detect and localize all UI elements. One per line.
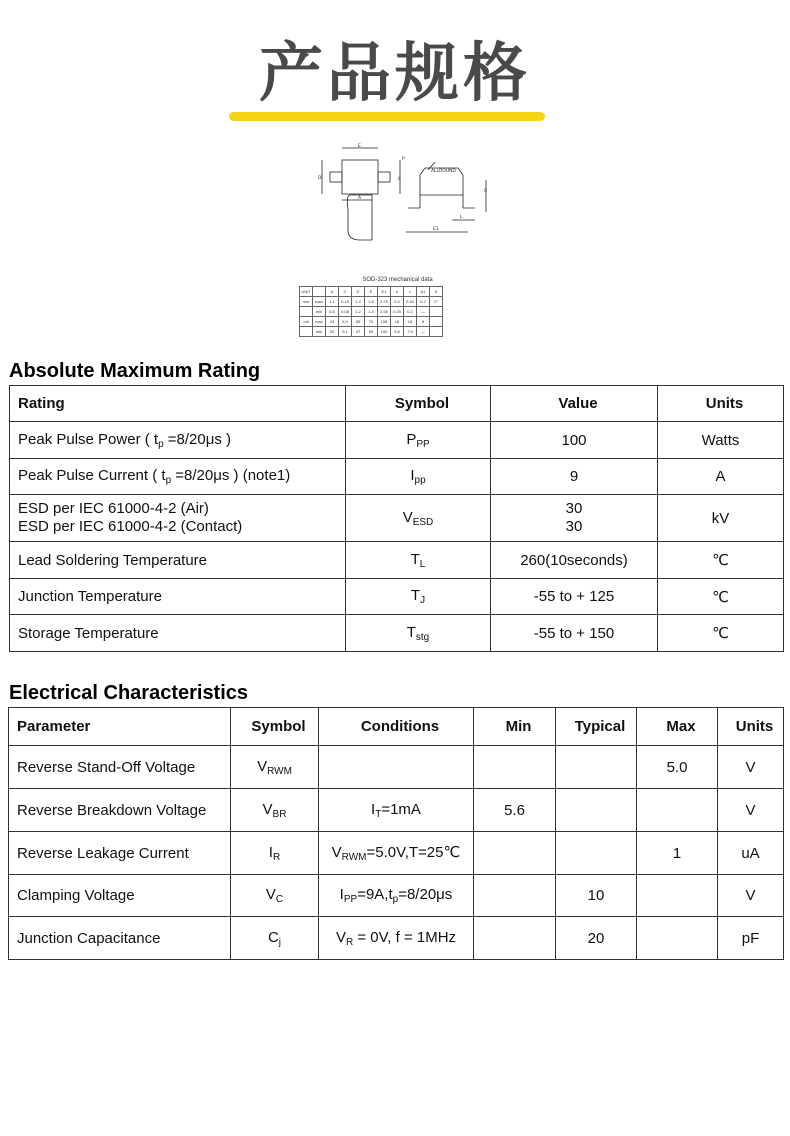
ec-min: 5.6 — [474, 789, 556, 832]
ec-parameter: Reverse Breakdown Voltage — [9, 789, 231, 832]
lead-left — [330, 172, 342, 182]
amr-symbol: $T_J$ — [346, 579, 491, 615]
ec-header-units: Units — [718, 708, 784, 746]
ec-conditions — [319, 746, 474, 789]
table-row — [300, 327, 443, 337]
amr-units: ℃ — [658, 542, 784, 579]
amr-units: A — [658, 459, 784, 495]
ec-parameter: Junction Capacitance — [9, 917, 231, 960]
dimension-cell: L — [404, 287, 417, 297]
amr-symbol: $T_{stg}$ — [346, 615, 491, 652]
dimension-cell: 16 — [391, 317, 404, 327]
amr-header-units: Units — [658, 386, 784, 422]
package-drawing — [300, 140, 500, 250]
ec-typical: 20 — [556, 917, 637, 960]
amr-units: ℃ — [658, 615, 784, 652]
amr-units: ℃ — [658, 579, 784, 615]
label-c: C — [484, 189, 488, 194]
amr-value: 100 — [491, 422, 658, 459]
dimension-cell: 18 — [404, 317, 417, 327]
dimension-cell — [300, 327, 313, 337]
amr-symbol: $T_L$ — [346, 542, 491, 579]
dimension-cell: 60 — [365, 327, 378, 337]
dimension-cell: θ — [430, 287, 443, 297]
ec-conditions: $V_R = 0V$, f = 1MHz — [319, 917, 474, 960]
dimension-cell: 0.2 — [417, 297, 430, 307]
dimension-cell: 0.45 — [404, 297, 417, 307]
dimension-cell: 100 — [378, 327, 391, 337]
ec-symbol: $V_{BR}$ — [231, 789, 319, 832]
table-row — [9, 746, 784, 789]
dimension-cell — [430, 307, 443, 317]
dimension-cell: 0.8 — [326, 307, 339, 317]
dimension-cell — [430, 327, 443, 337]
amr-value: 30 30 — [491, 495, 658, 542]
ec-header-typical: Typical — [556, 708, 637, 746]
amr-value: -55 to + 125 — [491, 579, 658, 615]
dimension-cell: 0.4 — [391, 297, 404, 307]
table-row — [300, 307, 443, 317]
dimension-cell: UNIT — [300, 287, 313, 297]
amr-header-symbol: Symbol — [346, 386, 491, 422]
title-underline — [229, 112, 545, 121]
ec-conditions: $V_{RWM}=5.0V,T=25℃$ — [319, 832, 474, 875]
dimension-cell: mm — [300, 297, 313, 307]
label-p: P — [402, 157, 405, 162]
table-row — [9, 789, 784, 832]
ec-symbol: $I_R$ — [231, 832, 319, 875]
amr-rating: Lead Soldering Temperature — [10, 542, 346, 579]
amr-rating: ESD per IEC 61000-4-2 (Air) ESD per IEC 61000-4-2 (Contact) — [10, 495, 346, 542]
dimension-cell: 1.4 — [352, 297, 365, 307]
dimension-cell: 1.8 — [365, 297, 378, 307]
ec-units: V — [718, 746, 784, 789]
table-row — [10, 422, 784, 459]
label-e: E — [358, 144, 361, 149]
dimension-cell: 43 — [326, 317, 339, 327]
ec-typical — [556, 746, 637, 789]
ec-header-min: Min — [474, 708, 556, 746]
body-top-view — [342, 160, 378, 194]
dimension-cell: 32 — [326, 327, 339, 337]
label-a: A — [358, 196, 362, 201]
dimension-cell: — — [417, 307, 430, 317]
ec-min — [474, 917, 556, 960]
dimension-cell: min — [313, 307, 326, 317]
dimension-cell: 2.75 — [378, 297, 391, 307]
amr-value: 260(10seconds) — [491, 542, 658, 579]
amr-units: Watts — [658, 422, 784, 459]
dimension-cell: 2.55 — [378, 307, 391, 317]
ec-header-parameter: Parameter — [9, 708, 231, 746]
dimension-cell — [313, 287, 326, 297]
ec-max: 1 — [637, 832, 718, 875]
dimension-cell: E — [365, 287, 378, 297]
dimension-cell: 0.2 — [404, 307, 417, 317]
dimension-cell: 55 — [352, 317, 365, 327]
label-l: L — [460, 215, 463, 220]
dimension-cell: D — [352, 287, 365, 297]
ec-units: pF — [718, 917, 784, 960]
dimension-cell: 1.4 — [365, 307, 378, 317]
amr-table — [9, 385, 784, 652]
ec-symbol: $V_{RWM}$ — [231, 746, 319, 789]
ec-typical — [556, 789, 637, 832]
amr-symbol: $V_{ESD}$ — [346, 495, 491, 542]
ec-conditions: $I_{PP}=9A,t_p=8/20\mu s$ — [319, 875, 474, 917]
dimensions-table — [299, 286, 443, 337]
amr-title: Absolute Maximum Rating — [9, 360, 261, 382]
dimension-cell: 5.9 — [339, 317, 352, 327]
ec-typical: 10 — [556, 875, 637, 917]
table-row — [10, 579, 784, 615]
amr-rating: Peak Pulse Power ( $t_p =8/20\mu s$ ) — [10, 422, 346, 459]
dimension-cell: 3.1 — [339, 327, 352, 337]
label-e1: E1 — [433, 227, 439, 232]
ec-units: uA — [718, 832, 784, 875]
dimension-cell — [430, 317, 443, 327]
dimension-cell: — — [417, 327, 430, 337]
amr-header-rating: Rating — [10, 386, 346, 422]
ec-symbol: $V_C$ — [231, 875, 319, 917]
dimension-cell: E1 — [378, 287, 391, 297]
amr-rating: Peak Pulse Current ( $t_p =8/20\mu s$ ) (note1) — [10, 459, 346, 495]
dimension-cell: 1.2 — [352, 307, 365, 317]
ec-max — [637, 917, 718, 960]
dimension-cell: 7.9 — [404, 327, 417, 337]
ec-parameter: Reverse Leakage Current — [9, 832, 231, 875]
label-all-round: ALLROUND — [431, 169, 456, 174]
dimension-cell: b — [391, 287, 404, 297]
dimension-cell: 8 — [417, 317, 430, 327]
dimension-cell: 47 — [352, 327, 365, 337]
dimension-cell: max — [313, 317, 326, 327]
table-row — [10, 615, 784, 652]
ec-typical — [556, 832, 637, 875]
ec-max — [637, 875, 718, 917]
dimension-cell: C — [339, 287, 352, 297]
dimension-cell: min — [313, 327, 326, 337]
amr-rating: Storage Temperature — [10, 615, 346, 652]
table-row — [9, 917, 784, 960]
dimension-cell — [300, 307, 313, 317]
table-row — [10, 495, 784, 542]
ec-parameter: Reverse Stand-Off Voltage — [9, 746, 231, 789]
page-title: 产品规格 — [259, 37, 531, 111]
dimension-cell: A1 — [417, 287, 430, 297]
dimension-cell: 0.15 — [339, 297, 352, 307]
dimension-cell: 0° — [430, 297, 443, 307]
dimension-cell: 70 — [365, 317, 378, 327]
ec-min — [474, 832, 556, 875]
table-row — [300, 317, 443, 327]
dimension-cell: max — [313, 297, 326, 307]
dimensions-caption: SOD-323 mechanical data — [362, 277, 433, 283]
table-row — [300, 287, 443, 297]
amr-units: kV — [658, 495, 784, 542]
ec-units: V — [718, 789, 784, 832]
ec-header-conditions: Conditions — [319, 708, 474, 746]
amr-symbol: $P_{PP}$ — [346, 422, 491, 459]
table-row — [9, 832, 784, 875]
ec-symbol: $C_j$ — [231, 917, 319, 960]
ec-units: V — [718, 875, 784, 917]
ec-parameter: Clamping Voltage — [9, 875, 231, 917]
lead-right — [378, 172, 390, 182]
amr-rating: Junction Temperature — [10, 579, 346, 615]
ec-min — [474, 746, 556, 789]
table-row — [9, 875, 784, 917]
dimension-cell: mil — [300, 317, 313, 327]
dimension-cell: A — [326, 287, 339, 297]
ec-title: Electrical Characteristics — [9, 682, 249, 704]
lead-profile — [408, 195, 475, 208]
dimension-cell: 0.08 — [339, 307, 352, 317]
amr-value: 9 — [491, 459, 658, 495]
label-theta: θ — [398, 177, 401, 182]
dimension-cell: 0.25 — [391, 307, 404, 317]
ec-max — [637, 789, 718, 832]
amr-header-value: Value — [491, 386, 658, 422]
ec-min — [474, 875, 556, 917]
ec-conditions: $I_T=1mA$ — [319, 789, 474, 832]
ec-header-max: Max — [637, 708, 718, 746]
amr-symbol: $I_{pp}$ — [346, 459, 491, 495]
dimension-cell: 9.8 — [391, 327, 404, 337]
table-row — [300, 297, 443, 307]
body-side-view — [347, 195, 372, 240]
dimension-cell: 108 — [378, 317, 391, 327]
ec-max: 5.0 — [637, 746, 718, 789]
table-row — [10, 542, 784, 579]
amr-value: -55 to + 150 — [491, 615, 658, 652]
table-row — [10, 459, 784, 495]
label-d: D — [318, 176, 322, 181]
dimension-cell: 1.1 — [326, 297, 339, 307]
ec-header-symbol: Symbol — [231, 708, 319, 746]
ec-table — [8, 707, 784, 960]
